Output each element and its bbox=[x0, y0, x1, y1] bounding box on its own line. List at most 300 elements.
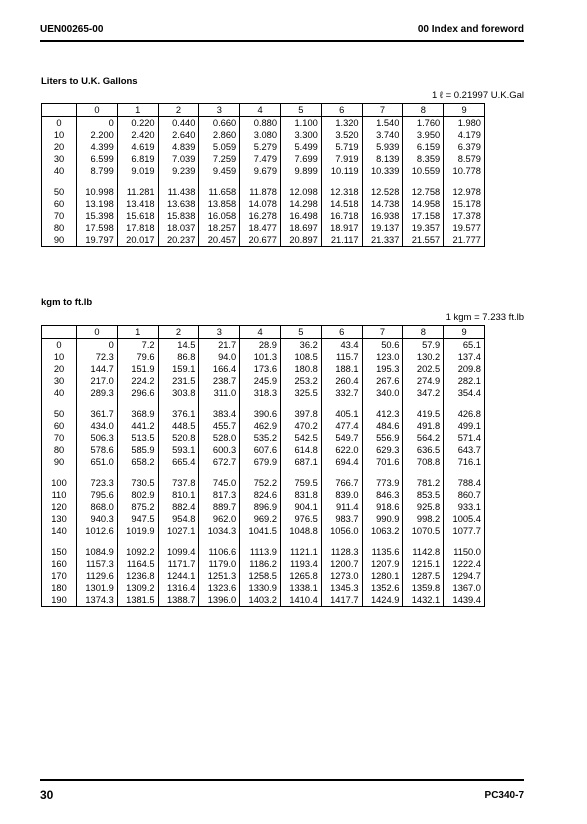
column-header: 5 bbox=[280, 326, 321, 339]
table-cell: 687.1 bbox=[280, 456, 321, 468]
table-cell: 954.8 bbox=[158, 513, 199, 525]
table-cell: 3.520 bbox=[321, 129, 362, 141]
table-cell: 5.939 bbox=[362, 141, 403, 153]
column-header: 9 bbox=[444, 326, 485, 339]
table-cell: 21.117 bbox=[321, 234, 362, 247]
row-header: 0 bbox=[56, 340, 62, 350]
table-cell: 6.819 bbox=[117, 153, 158, 165]
row-header: 60 bbox=[53, 199, 65, 209]
table-row bbox=[42, 408, 485, 420]
table-cell: 12.098 bbox=[280, 186, 321, 198]
column-header: 0 bbox=[77, 104, 118, 117]
table-cell: 0.660 bbox=[199, 117, 240, 130]
table-cell: 708.8 bbox=[403, 456, 444, 468]
table-cell: 643.7 bbox=[444, 444, 485, 456]
table-cell: 455.7 bbox=[199, 420, 240, 432]
table-cell: 130.2 bbox=[403, 351, 444, 363]
table-cell: 20.457 bbox=[199, 234, 240, 247]
row-header: 80 bbox=[53, 223, 65, 233]
table-cell: 520.8 bbox=[158, 432, 199, 444]
table-cell: 86.8 bbox=[158, 351, 199, 363]
table-cell: 491.8 bbox=[403, 420, 444, 432]
column-header: 6 bbox=[321, 104, 362, 117]
table-cell: 10.559 bbox=[403, 165, 444, 177]
table-cell: 1150.0 bbox=[444, 546, 485, 558]
table-cell: 347.2 bbox=[403, 387, 444, 399]
row-header: 120 bbox=[51, 502, 67, 512]
table-cell: 535.2 bbox=[240, 432, 281, 444]
column-header: 5 bbox=[280, 104, 321, 117]
table-cell: 918.6 bbox=[362, 501, 403, 513]
table-cell: 0 bbox=[77, 339, 118, 352]
table-cell: 962.0 bbox=[199, 513, 240, 525]
table-cell: 12.978 bbox=[444, 186, 485, 198]
table-cell: 1287.5 bbox=[403, 570, 444, 582]
table-cell: 701.6 bbox=[362, 456, 403, 468]
table-cell: 195.3 bbox=[362, 363, 403, 375]
table-cell: 202.5 bbox=[403, 363, 444, 375]
table-cell: 585.9 bbox=[117, 444, 158, 456]
table-cell: 1186.2 bbox=[240, 558, 281, 570]
table-cell: 137.4 bbox=[444, 351, 485, 363]
table-cell: 911.4 bbox=[321, 501, 362, 513]
table-cell: 16.278 bbox=[240, 210, 281, 222]
kgm-to-ftlb-table bbox=[41, 325, 485, 607]
table-cell: 260.4 bbox=[321, 375, 362, 387]
row-header: 110 bbox=[51, 490, 67, 500]
table-cell: 477.4 bbox=[321, 420, 362, 432]
table-cell: 1092.2 bbox=[117, 546, 158, 558]
table-cell: 875.2 bbox=[117, 501, 158, 513]
conversion-note-kgm-ftlb: 1 kgm = 7.233 ft.lb bbox=[445, 312, 524, 323]
table-cell: 14.298 bbox=[280, 198, 321, 210]
table-cell: 144.7 bbox=[77, 363, 118, 375]
table-cell: 1410.4 bbox=[280, 594, 321, 607]
table-cell: 1330.9 bbox=[240, 582, 281, 594]
table-cell: 839.0 bbox=[321, 489, 362, 501]
section-title: 00 Index and foreword bbox=[417, 24, 524, 35]
table-cell: 1374.3 bbox=[77, 594, 118, 607]
table-cell: 1200.7 bbox=[321, 558, 362, 570]
table-cell: 115.7 bbox=[321, 351, 362, 363]
table-cell: 21.337 bbox=[362, 234, 403, 247]
table-cell: 10.778 bbox=[444, 165, 485, 177]
table-cell: 180.8 bbox=[280, 363, 321, 375]
table-cell: 6.379 bbox=[444, 141, 485, 153]
table-cell: 1077.7 bbox=[444, 525, 485, 537]
table-cell: 868.0 bbox=[77, 501, 118, 513]
table-cell: 1381.5 bbox=[117, 594, 158, 607]
table-row bbox=[42, 582, 485, 594]
row-header: 30 bbox=[53, 154, 65, 164]
table-cell: 12.528 bbox=[362, 186, 403, 198]
table-cell: 4.179 bbox=[444, 129, 485, 141]
column-header: 8 bbox=[403, 326, 444, 339]
table-cell: 14.738 bbox=[362, 198, 403, 210]
table-cell: 658.2 bbox=[117, 456, 158, 468]
column-header: 4 bbox=[240, 326, 281, 339]
table-row bbox=[42, 525, 485, 537]
table-cell: 4.399 bbox=[77, 141, 118, 153]
table-cell: 1432.1 bbox=[403, 594, 444, 607]
table-cell: 665.4 bbox=[158, 456, 199, 468]
table-cell: 166.4 bbox=[199, 363, 240, 375]
table-cell: 651.0 bbox=[77, 456, 118, 468]
table-cell: 405.1 bbox=[321, 408, 362, 420]
table-cell: 18.257 bbox=[199, 222, 240, 234]
table-cell: 1135.6 bbox=[362, 546, 403, 558]
table-cell: 1063.2 bbox=[362, 525, 403, 537]
table-cell: 325.5 bbox=[280, 387, 321, 399]
table-cell: 1367.0 bbox=[444, 582, 485, 594]
table-cell: 983.7 bbox=[321, 513, 362, 525]
table-cell: 1106.6 bbox=[199, 546, 240, 558]
table-cell: 723.3 bbox=[77, 477, 118, 489]
row-header: 190 bbox=[51, 595, 67, 605]
table-cell: 745.0 bbox=[199, 477, 240, 489]
table-cell: 20.677 bbox=[240, 234, 281, 247]
table-cell: 549.7 bbox=[321, 432, 362, 444]
table-cell: 1034.3 bbox=[199, 525, 240, 537]
page-header bbox=[40, 24, 524, 40]
table-cell: 8.359 bbox=[403, 153, 444, 165]
table-cell: 788.4 bbox=[444, 477, 485, 489]
table-cell: 578.6 bbox=[77, 444, 118, 456]
table-cell: 1193.4 bbox=[280, 558, 321, 570]
table-cell: 1179.0 bbox=[199, 558, 240, 570]
table-cell: 9.239 bbox=[158, 165, 199, 177]
table-cell: 419.5 bbox=[403, 408, 444, 420]
table-row bbox=[42, 153, 485, 165]
table-cell: 947.5 bbox=[117, 513, 158, 525]
table-row bbox=[42, 594, 485, 607]
model-name: PC340-7 bbox=[484, 790, 524, 801]
table-cell: 1352.6 bbox=[362, 582, 403, 594]
table-cell: 737.8 bbox=[158, 477, 199, 489]
table-row bbox=[42, 558, 485, 570]
table-cell: 426.8 bbox=[444, 408, 485, 420]
table-row bbox=[42, 501, 485, 513]
table-cell: 18.037 bbox=[158, 222, 199, 234]
table-title-kgm-ftlb: kgm to ft.lb bbox=[41, 297, 93, 308]
table-cell: 1345.3 bbox=[321, 582, 362, 594]
row-header: 60 bbox=[53, 421, 65, 431]
table-cell: 7.259 bbox=[199, 153, 240, 165]
table-cell: 296.6 bbox=[117, 387, 158, 399]
table-cell: 1113.9 bbox=[240, 546, 281, 558]
table-cell: 607.6 bbox=[240, 444, 281, 456]
table-cell: 0 bbox=[77, 117, 118, 130]
table-cell: 2.420 bbox=[117, 129, 158, 141]
table-cell: 1048.8 bbox=[280, 525, 321, 537]
table-cell: 15.398 bbox=[77, 210, 118, 222]
table-row bbox=[42, 432, 485, 444]
table-cell: 303.8 bbox=[158, 387, 199, 399]
row-header: 40 bbox=[53, 388, 65, 398]
table-cell: 1251.3 bbox=[199, 570, 240, 582]
table-cell: 340.0 bbox=[362, 387, 403, 399]
table-cell: 18.697 bbox=[280, 222, 321, 234]
table-cell: 614.8 bbox=[280, 444, 321, 456]
row-header: 130 bbox=[51, 514, 67, 524]
table-cell: 1.760 bbox=[403, 117, 444, 130]
table-cell: 65.1 bbox=[444, 339, 485, 352]
table-cell: 274.9 bbox=[403, 375, 444, 387]
table-cell: 1215.1 bbox=[403, 558, 444, 570]
table-cell: 499.1 bbox=[444, 420, 485, 432]
table-row bbox=[42, 141, 485, 153]
table-cell: 238.7 bbox=[199, 375, 240, 387]
table-cell: 556.9 bbox=[362, 432, 403, 444]
table-cell: 16.938 bbox=[362, 210, 403, 222]
table-cell: 14.958 bbox=[403, 198, 444, 210]
table-cell: 15.618 bbox=[117, 210, 158, 222]
row-header: 40 bbox=[53, 166, 65, 176]
table-cell: 173.6 bbox=[240, 363, 281, 375]
table-cell: 781.2 bbox=[403, 477, 444, 489]
column-header: 4 bbox=[240, 104, 281, 117]
table-cell: 10.119 bbox=[321, 165, 362, 177]
table-cell: 1128.3 bbox=[321, 546, 362, 558]
table-cell: 513.5 bbox=[117, 432, 158, 444]
column-header: 1 bbox=[117, 326, 158, 339]
table-cell: 1309.2 bbox=[117, 582, 158, 594]
table-cell: 13.638 bbox=[158, 198, 199, 210]
column-header: 7 bbox=[362, 326, 403, 339]
table-cell: 188.1 bbox=[321, 363, 362, 375]
table-cell: 72.3 bbox=[77, 351, 118, 363]
table-cell: 7.919 bbox=[321, 153, 362, 165]
table-cell: 0.440 bbox=[158, 117, 199, 130]
table-row bbox=[42, 222, 485, 234]
table-cell: 1222.4 bbox=[444, 558, 485, 570]
row-header: 70 bbox=[53, 433, 65, 443]
table-cell: 462.9 bbox=[240, 420, 281, 432]
table-cell: 16.058 bbox=[199, 210, 240, 222]
table-cell: 448.5 bbox=[158, 420, 199, 432]
table-cell: 20.017 bbox=[117, 234, 158, 247]
table-cell: 1323.6 bbox=[199, 582, 240, 594]
table-cell: 853.5 bbox=[403, 489, 444, 501]
table-cell: 1273.0 bbox=[321, 570, 362, 582]
table-row bbox=[42, 129, 485, 141]
table-cell: 282.1 bbox=[444, 375, 485, 387]
row-header: 140 bbox=[51, 526, 67, 536]
table-cell: 5.279 bbox=[240, 141, 281, 153]
liters-to-gallons-table bbox=[41, 103, 485, 247]
table-cell: 824.6 bbox=[240, 489, 281, 501]
column-header: 3 bbox=[199, 326, 240, 339]
table-cell: 12.318 bbox=[321, 186, 362, 198]
table-cell: 1338.1 bbox=[280, 582, 321, 594]
table-cell: 412.3 bbox=[362, 408, 403, 420]
table-cell: 1359.8 bbox=[403, 582, 444, 594]
table-cell: 123.0 bbox=[362, 351, 403, 363]
table-cell: 19.577 bbox=[444, 222, 485, 234]
table-cell: 14.518 bbox=[321, 198, 362, 210]
table-row bbox=[42, 375, 485, 387]
table-cell: 108.5 bbox=[280, 351, 321, 363]
table-cell: 629.3 bbox=[362, 444, 403, 456]
table-cell: 9.679 bbox=[240, 165, 281, 177]
table-cell: 3.950 bbox=[403, 129, 444, 141]
table-cell: 773.9 bbox=[362, 477, 403, 489]
table-cell: 8.799 bbox=[77, 165, 118, 177]
table-cell: 1236.8 bbox=[117, 570, 158, 582]
table-cell: 159.1 bbox=[158, 363, 199, 375]
table-cell: 1294.7 bbox=[444, 570, 485, 582]
table-cell: 217.0 bbox=[77, 375, 118, 387]
group-spacer bbox=[42, 177, 485, 186]
table-cell: 882.4 bbox=[158, 501, 199, 513]
table-cell: 9.019 bbox=[117, 165, 158, 177]
table-cell: 434.0 bbox=[77, 420, 118, 432]
table-cell: 2.640 bbox=[158, 129, 199, 141]
row-header: 180 bbox=[51, 583, 67, 593]
table-cell: 846.3 bbox=[362, 489, 403, 501]
table-cell: 7.699 bbox=[280, 153, 321, 165]
table-cell: 636.5 bbox=[403, 444, 444, 456]
table-cell: 5.719 bbox=[321, 141, 362, 153]
table-cell: 1.320 bbox=[321, 117, 362, 130]
table-cell: 13.858 bbox=[199, 198, 240, 210]
table-cell: 1121.1 bbox=[280, 546, 321, 558]
table-cell: 795.6 bbox=[77, 489, 118, 501]
column-header: 0 bbox=[77, 326, 118, 339]
table-cell: 354.4 bbox=[444, 387, 485, 399]
column-header: 6 bbox=[321, 326, 362, 339]
table-row bbox=[42, 186, 485, 198]
table-cell: 896.9 bbox=[240, 501, 281, 513]
table-cell: 94.0 bbox=[199, 351, 240, 363]
table-cell: 16.718 bbox=[321, 210, 362, 222]
table-cell: 1.100 bbox=[280, 117, 321, 130]
table-cell: 506.3 bbox=[77, 432, 118, 444]
table-cell: 253.2 bbox=[280, 375, 321, 387]
table-cell: 694.4 bbox=[321, 456, 362, 468]
table-cell: 976.5 bbox=[280, 513, 321, 525]
table-cell: 5.499 bbox=[280, 141, 321, 153]
table-cell: 759.5 bbox=[280, 477, 321, 489]
table-cell: 21.557 bbox=[403, 234, 444, 247]
table-cell: 1417.7 bbox=[321, 594, 362, 607]
row-header: 10 bbox=[53, 130, 65, 140]
table-cell: 15.838 bbox=[158, 210, 199, 222]
table-cell: 5.059 bbox=[199, 141, 240, 153]
column-header: 9 bbox=[444, 104, 485, 117]
table-cell: 7.2 bbox=[117, 339, 158, 352]
row-header: 30 bbox=[53, 376, 65, 386]
table-cell: 1396.0 bbox=[199, 594, 240, 607]
table-row bbox=[42, 363, 485, 375]
table-cell: 4.619 bbox=[117, 141, 158, 153]
table-cell: 3.080 bbox=[240, 129, 281, 141]
table-cell: 831.8 bbox=[280, 489, 321, 501]
table-cell: 231.5 bbox=[158, 375, 199, 387]
table-cell: 1019.9 bbox=[117, 525, 158, 537]
table-cell: 752.2 bbox=[240, 477, 281, 489]
table-cell: 390.6 bbox=[240, 408, 281, 420]
table-cell: 36.2 bbox=[280, 339, 321, 352]
table-cell: 376.1 bbox=[158, 408, 199, 420]
table-cell: 716.1 bbox=[444, 456, 485, 468]
column-header: 8 bbox=[403, 104, 444, 117]
table-cell: 940.3 bbox=[77, 513, 118, 525]
document-code: UEN00265-00 bbox=[40, 24, 104, 35]
table-cell: 564.2 bbox=[403, 432, 444, 444]
table-cell: 224.2 bbox=[117, 375, 158, 387]
group-spacer bbox=[42, 399, 485, 408]
table-cell: 1424.9 bbox=[362, 594, 403, 607]
table-cell: 0.220 bbox=[117, 117, 158, 130]
table-cell: 528.0 bbox=[199, 432, 240, 444]
table-cell: 1084.9 bbox=[77, 546, 118, 558]
table-cell: 441.2 bbox=[117, 420, 158, 432]
table-cell: 1301.9 bbox=[77, 582, 118, 594]
table-cell: 1041.5 bbox=[240, 525, 281, 537]
table-row bbox=[42, 456, 485, 468]
table-cell: 332.7 bbox=[321, 387, 362, 399]
table-cell: 11.438 bbox=[158, 186, 199, 198]
table-cell: 6.159 bbox=[403, 141, 444, 153]
row-header: 150 bbox=[51, 547, 67, 557]
table-cell: 3.300 bbox=[280, 129, 321, 141]
table-cell: 10.998 bbox=[77, 186, 118, 198]
row-header: 10 bbox=[53, 352, 65, 362]
row-header: 20 bbox=[53, 364, 65, 374]
row-header: 20 bbox=[53, 142, 65, 152]
conversion-note-liters-gallons: 1 ℓ = 0.21997 U.K.Gal bbox=[431, 90, 524, 101]
table-cell: 1012.6 bbox=[77, 525, 118, 537]
column-header: 2 bbox=[158, 326, 199, 339]
table-cell: 1027.1 bbox=[158, 525, 199, 537]
corner-cell bbox=[42, 104, 77, 117]
table-cell: 18.917 bbox=[321, 222, 362, 234]
table-cell: 933.1 bbox=[444, 501, 485, 513]
table-cell: 15.178 bbox=[444, 198, 485, 210]
table-cell: 1439.4 bbox=[444, 594, 485, 607]
footer-rule bbox=[40, 779, 524, 781]
table-cell: 17.818 bbox=[117, 222, 158, 234]
table-cell: 1316.4 bbox=[158, 582, 199, 594]
table-cell: 542.5 bbox=[280, 432, 321, 444]
column-header: 2 bbox=[158, 104, 199, 117]
table-row bbox=[42, 234, 485, 247]
table-cell: 17.378 bbox=[444, 210, 485, 222]
table-cell: 9.899 bbox=[280, 165, 321, 177]
table-cell: 484.6 bbox=[362, 420, 403, 432]
table-row bbox=[42, 513, 485, 525]
table-cell: 860.7 bbox=[444, 489, 485, 501]
table-cell: 21.7 bbox=[199, 339, 240, 352]
table-cell: 11.878 bbox=[240, 186, 281, 198]
table-cell: 889.7 bbox=[199, 501, 240, 513]
table-cell: 79.6 bbox=[117, 351, 158, 363]
table-row bbox=[42, 546, 485, 558]
table-cell: 1244.1 bbox=[158, 570, 199, 582]
group-spacer bbox=[42, 537, 485, 546]
table-cell: 368.9 bbox=[117, 408, 158, 420]
table-cell: 1388.7 bbox=[158, 594, 199, 607]
table-cell: 16.498 bbox=[280, 210, 321, 222]
table-cell: 383.4 bbox=[199, 408, 240, 420]
table-row bbox=[42, 351, 485, 363]
table-cell: 6.599 bbox=[77, 153, 118, 165]
table-cell: 13.418 bbox=[117, 198, 158, 210]
table-row bbox=[42, 117, 485, 130]
table-cell: 600.3 bbox=[199, 444, 240, 456]
table-cell: 57.9 bbox=[403, 339, 444, 352]
